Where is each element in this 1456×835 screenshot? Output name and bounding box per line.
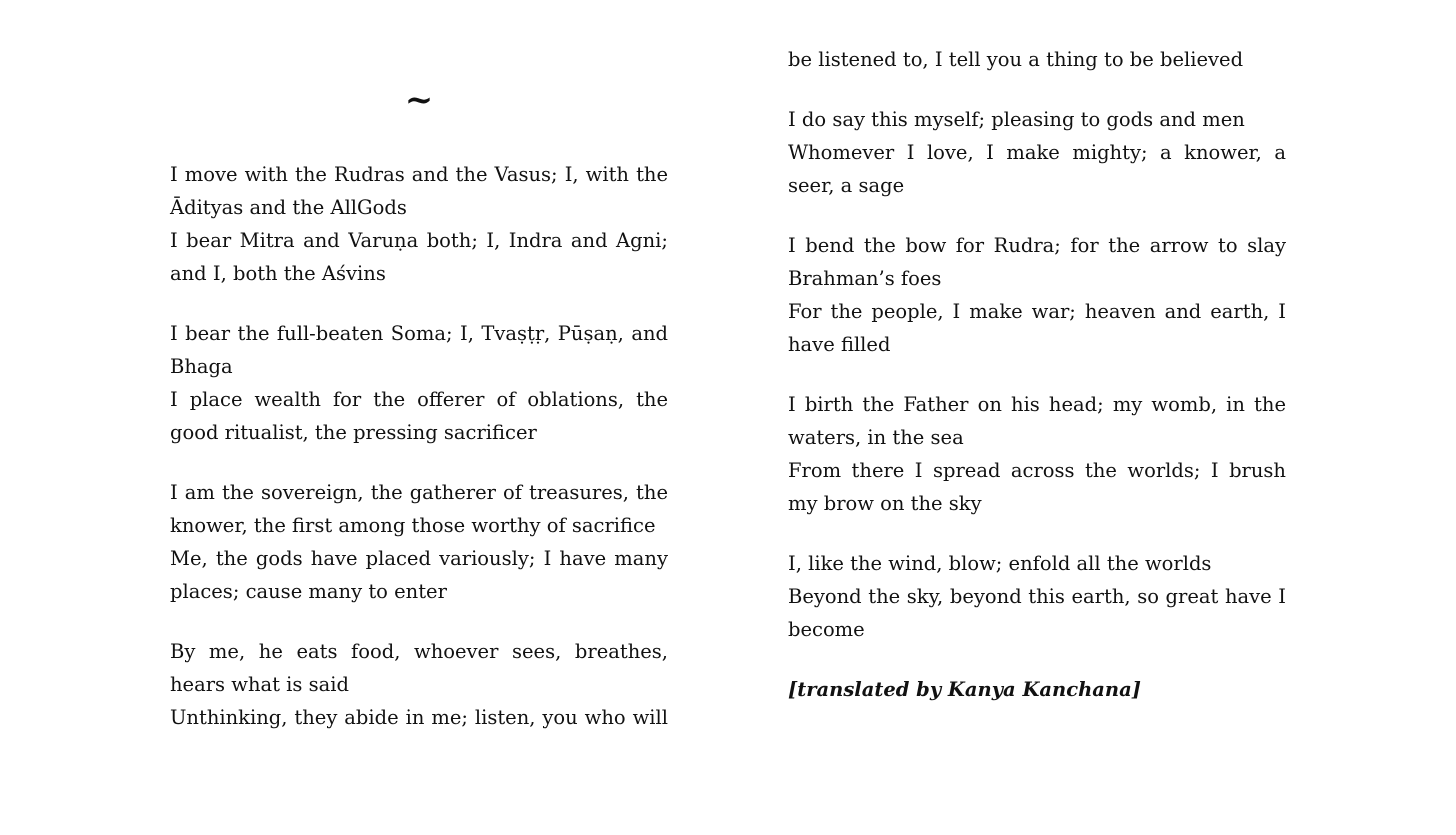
verse-line: I place wealth for the offerer of oblations, the good ritualist, the pressing sacrificer bbox=[170, 388, 668, 444]
stanza-3 bbox=[170, 476, 668, 608]
verse-line: Beyond the sky, beyond this earth, so great have I become bbox=[788, 585, 1286, 641]
verse-line: I bear Mitra and Varuṇa both; I, Indra and Agni; and I, both the Aśvins bbox=[170, 229, 668, 285]
verse-line: By me, he eats food, whoever sees, breathes, hears what is said bbox=[170, 640, 668, 696]
verse-line: I move with the Rudras and the Vasus; I, with the Ādityas and the AllGods bbox=[170, 163, 668, 219]
stanza-4 bbox=[170, 635, 668, 734]
verse-line: be listened to, I tell you a thing to be believed bbox=[788, 48, 1244, 71]
verse-line: I bear the full-beaten Soma; I, Tvaṣṭṛ, Pūṣaṇ, and Bhaga bbox=[170, 322, 668, 378]
verse-line: Unthinking, they abide in me; listen, you who will bbox=[170, 706, 668, 729]
verse-line: I, like the wind, blow; enfold all the worlds bbox=[788, 552, 1212, 575]
stanza-1 bbox=[170, 158, 668, 290]
verse-line: I do say this myself; pleasing to gods and men bbox=[788, 108, 1245, 131]
stanza-5 bbox=[788, 103, 1286, 202]
section-ornament: ~ bbox=[404, 80, 434, 120]
stanza-7 bbox=[788, 388, 1286, 520]
stanza-2 bbox=[170, 317, 668, 449]
right-page-body bbox=[788, 43, 1286, 706]
verse-line: I am the sovereign, the gatherer of treasures, the knower, the first among those worthy of sacrifice bbox=[170, 481, 668, 537]
stanza-6 bbox=[788, 229, 1286, 361]
verse-line: From there I spread across the worlds; I brush my brow on the sky bbox=[788, 459, 1286, 515]
translator-credit: [translated by Kanya Kanchana] bbox=[788, 678, 1141, 701]
verse-line: I bend the bow for Rudra; for the arrow to slay Brahman’s foes bbox=[788, 234, 1286, 290]
verse-line: For the people, I make war; heaven and earth, I have filled bbox=[788, 300, 1286, 356]
verse-line: I birth the Father on his head; my womb, in the waters, in the sea bbox=[788, 393, 1286, 449]
left-page-body bbox=[170, 158, 668, 734]
stanza-continuation bbox=[788, 43, 1286, 76]
verse-line: Me, the gods have placed variously; I have many places; cause many to enter bbox=[170, 547, 668, 603]
stanza-8 bbox=[788, 547, 1286, 646]
verse-line: Whomever I love, I make mighty; a knower, a seer, a sage bbox=[788, 141, 1286, 197]
